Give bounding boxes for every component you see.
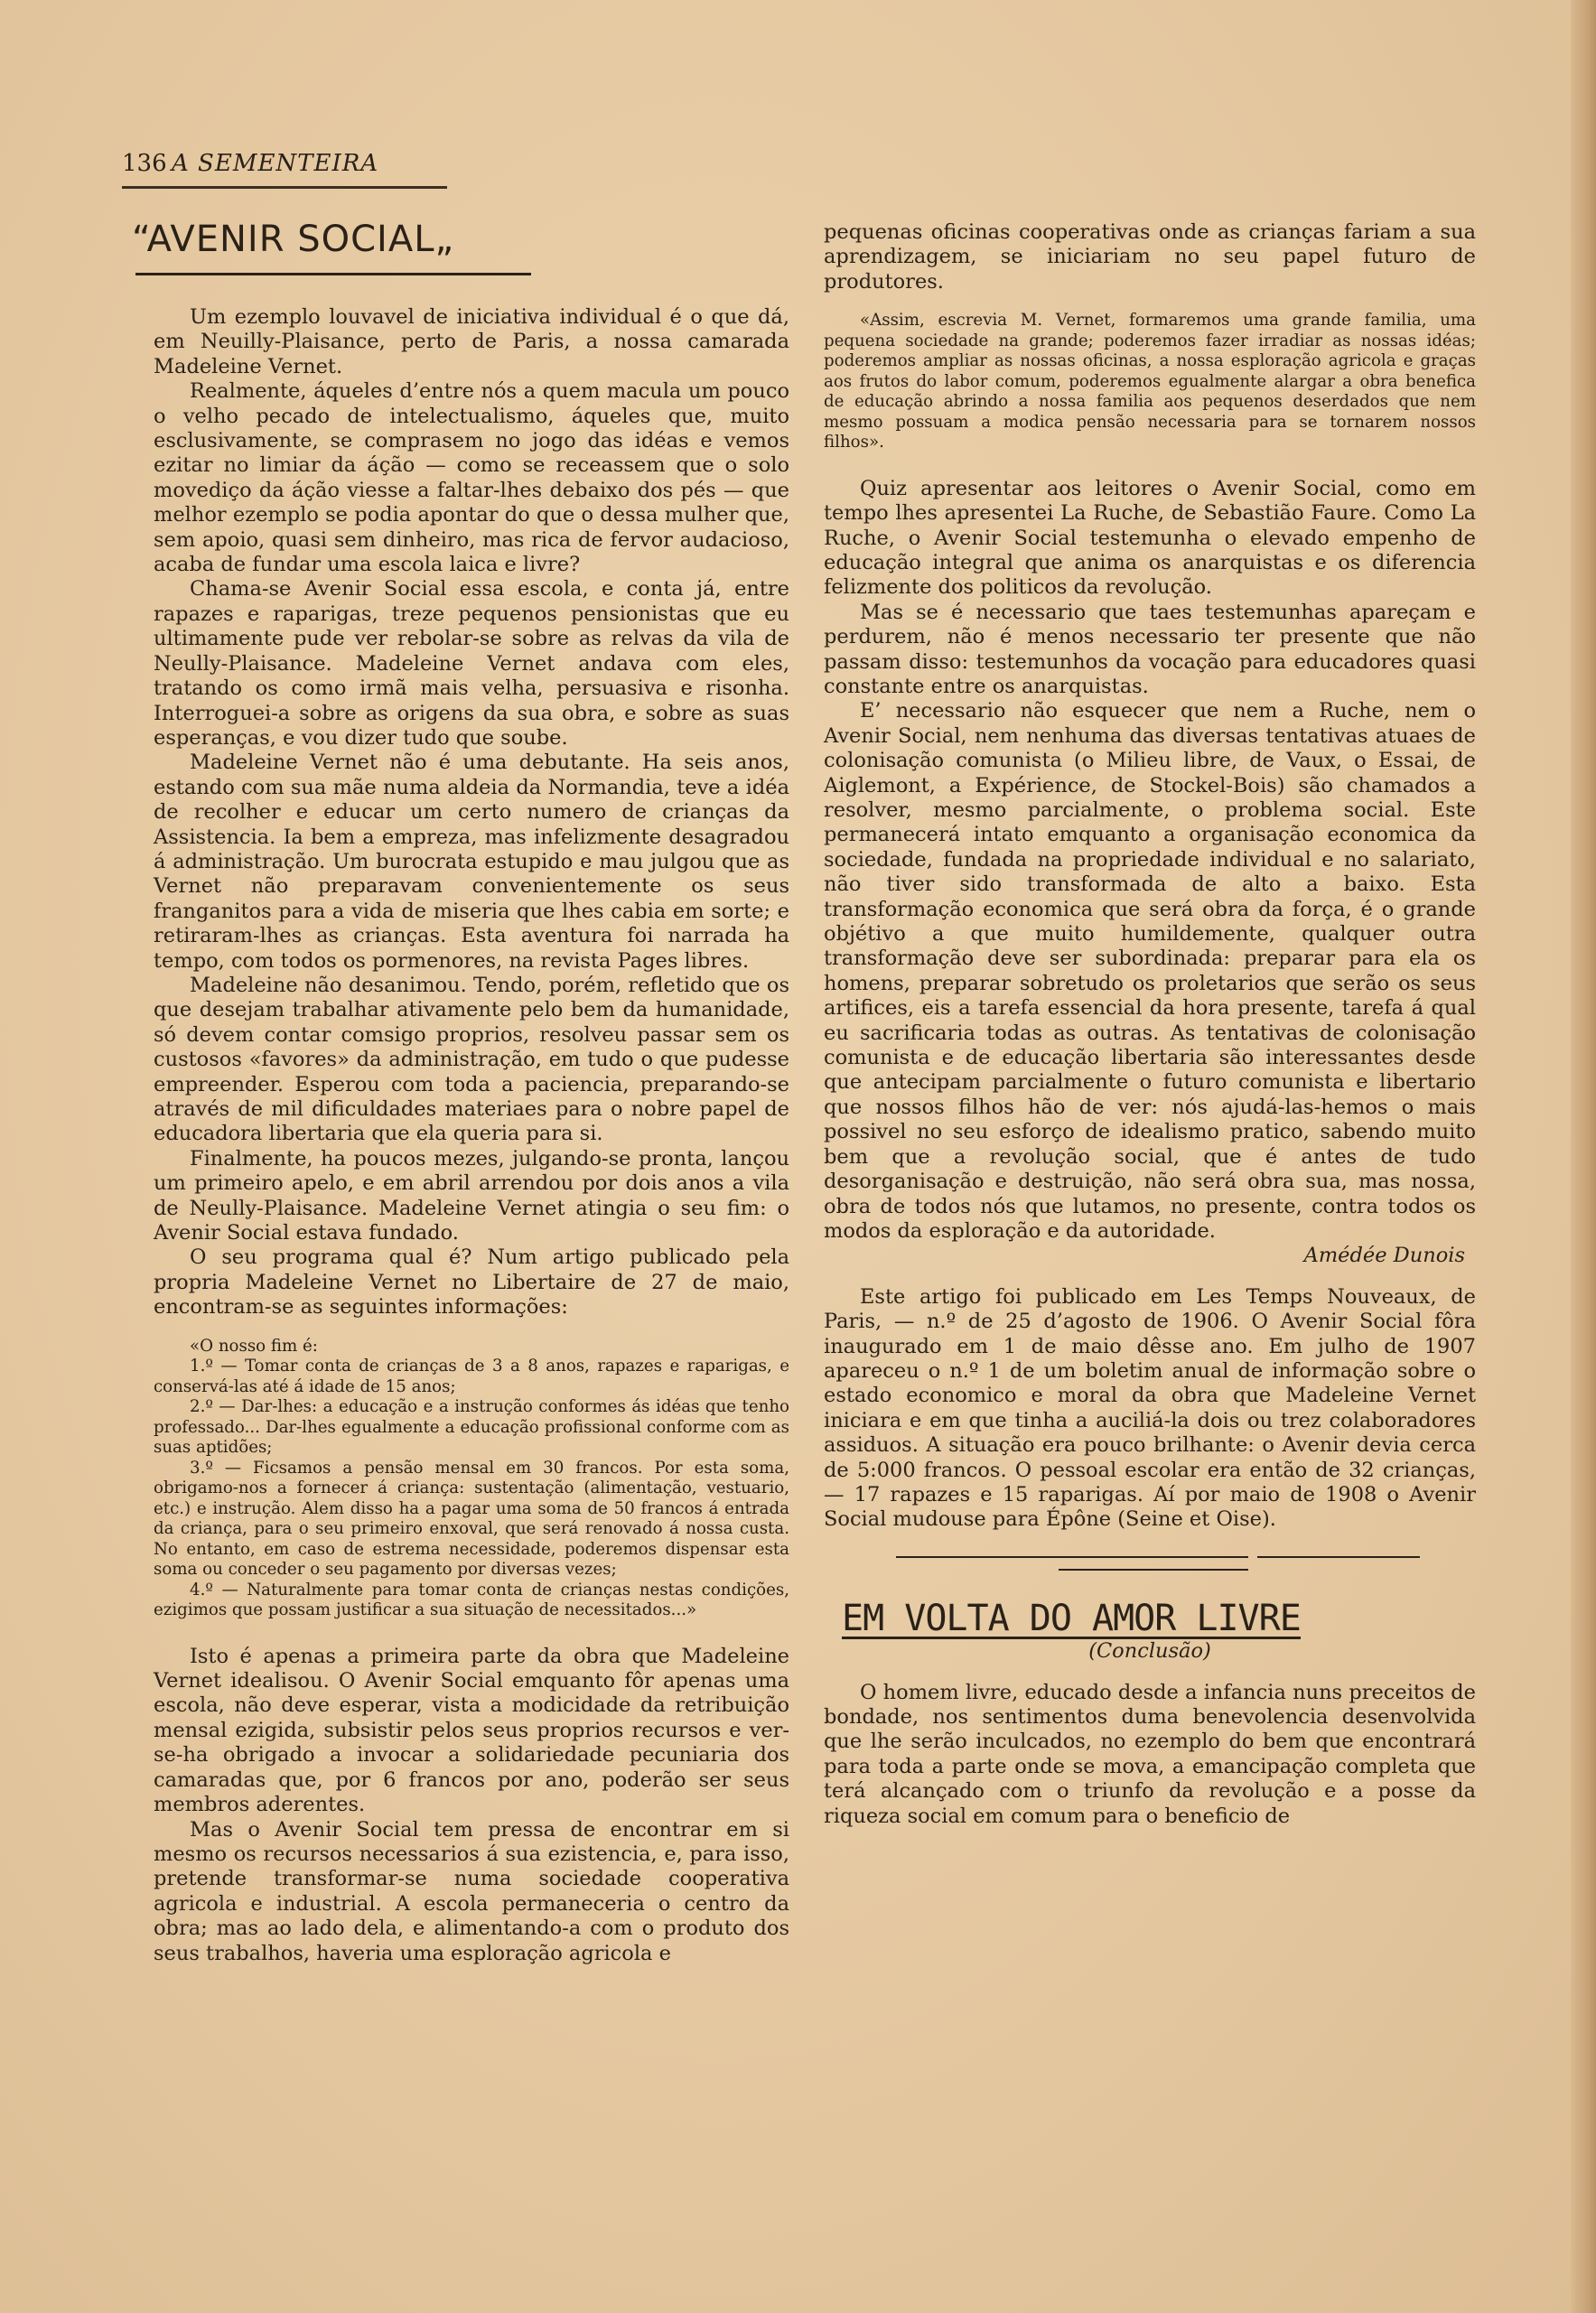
article2-title: EM VOLTA DO AMOR LIVRE xyxy=(842,1597,1301,1639)
paragraph: Um ezemplo louvavel de iniciativa individual é o que dá, em Neuilly-Plaisance, perto de Paris, a nossa camarada Madeleine Vernet. xyxy=(154,305,789,378)
paragraph: Chama-se Avenir Social essa escola, e conta já, entre rapazes e raparigas, treze pequenos pensionistas que eu ultimamente pude ver rebolar-se sobre as relvas da vila de Neully-Plaisance. Madeleine Vernet andava com eles, tratando os como irmã mais velha, persuasiva e risonha. Interroguei-a sobre as origens da sua obra, e sobre as suas esperanças, e vou dizer tudo que soube. xyxy=(154,577,789,750)
program-quote xyxy=(154,1337,789,1621)
paragraph: Madeleine Vernet não é uma debutante. Ha seis anos, estando com sua mãe numa aldeia da Normandia, teve a idéa de recolher e educar um certo numero de crianças da Assistencia. Ia bem a empreza, mas infelizmente desagradou á administração. Um burocrata estupido e mau julgou que as Vernet não preparavam convenientemente os seus franganitos para a vida de miseria que lhes cabia em sorte; e retiraram-lhes as crianças. Esta aventura foi narrada ha tempo, com todos os pormenores, na revista Pages libres. xyxy=(154,751,789,973)
paragraph: O homem livre, educado desde a infancia nuns preceitos de bondade, nos sentimentos duma benevolencia desenvolvida que lhe serão inculcados, no ezemplo do bem que encontrará para toda a parte onde se mova, a emancipação completa que terá alcançado com o triunfo da revolução e a posse da riqueza social em comum para o beneficio de xyxy=(824,1680,1476,1828)
article-title: “AVENIR SOCIAL„ xyxy=(132,219,455,260)
paragraph: Finalmente, ha poucos mezes, julgando-se pronta, lançou um primeiro apelo, e em abril arrendou por dois anos a vila de Neully-Plaisance. Madeleine Vernet atingia o seu fim: o Avenir Social estava fundado. xyxy=(154,1146,789,1245)
paragraph: Mas se é necessario que taes testemunhas apareçam e perdurem, não é menos necessario ter presente que não passam disso: testemunhos da vocação para educadores quasi constante entre os anarquistas. xyxy=(824,600,1476,698)
paragraph: Realmente, áqueles d’entre nós a quem macula um pouco o velho pecado de intelectualismo, áqueles que, muito esclusivamente, se comprasem no jogo das idéas e vemos ezitar no limiar da áção — como se receassem que o solo movediço da áção viesse a faltar-lhes debaixo dos pés — que melhor ezemplo se podia apontar do que o dessa mulher que, sem apoio, quasi sem dinheiro, mas rica de fervor audacioso, acaba de fundar uma escola laica e livre? xyxy=(154,379,789,577)
quote-line: «Assim, escrevia M. Vernet, formaremos uma grande familia, uma pequena sociedade na grande; poderemos fazer irradiar as nossas idéas; poderemos ampliar as nossas oficinas, a nossa esploração agricola e graças aos frutos do labor comum, poderemos egualmente alargar a obra benefica de educação abrindo a nossa familia aos pequenos deserdados que nem mesmo possuam a modica pensão necessaria para se tornarem nossos filhos». xyxy=(824,311,1476,452)
paragraph: Isto é apenas a primeira parte da obra que Madeleine Vernet idealisou. O Avenir Social emquanto fôr apenas uma escola, não deve esperar, vista a modicidade da retribuição mensal ezigida, subsistir pelos seus proprios recursos e ver-se-ha obrigado a invocar a solidariedade pecuniaria dos camaradas que, por 6 francos por ano, poderão ser seus membros aderentes. xyxy=(154,1644,789,1817)
quote-line: 2.º — Dar-lhes: a educação e a instrução conformes ás idéas que tenho professado... Dar-lhes egualmente a educação profissional conforme com as suas aptidões; xyxy=(154,1397,789,1458)
separator-line xyxy=(1257,1556,1420,1558)
page-header xyxy=(122,150,447,189)
editor-note: Este artigo foi publicado em Les Temps Nouveaux, de Paris, — n.º de 25 d’agosto de 1906. O Avenir Social fôra inaugurado em 1 de maio dêsse ano. Em julho de 1907 apareceu o n.º 1 de um boletim anual de informação sobre o estado economico e moral da obra que Madeleine Vernet iniciara e em que tinha a auciliá-la dois ou trez colaboradores assiduos. A situação era pouco brilhante: o Avenir devia cerca de 5:000 francos. O pessoal escolar era então de 32 crianças, — 17 rapazes e 15 raparigas. Aí por maio de 1908 o Avenir Social mudouse para Épône (Seine et Oise). xyxy=(824,1284,1476,1532)
paragraph: Mas o Avenir Social tem pressa de encontrar em si mesmo os recursos necessarios á sua ezistencia, e, para isso, pretende transformar-se numa sociedade cooperativa agricola e industrial. A escola permaneceria o centro da obra; mas ao lado dela, e alimentando-a com o produto dos seus trabalhos, haveria uma esploração agricola e xyxy=(154,1817,789,1965)
right-column xyxy=(824,220,1476,1829)
separator-line xyxy=(1059,1569,1248,1571)
page-number: 136 xyxy=(122,150,167,177)
quote-line: 3.º — Ficsamos a pensão mensal em 30 francos. Por esta soma, obrigamo-nos a fornecer á criança: sustentação (alimentação, vestuario, etc.) e instrução. Alem disso ha a pagar uma soma de 50 francos á entrada da criança, para o seu primeiro enxoval, que será renovado á nossa custa. No entanto, em caso de estrema necessidade, poderemos dispensar esta soma ou conceder o seu pagamento por diversas vezes; xyxy=(154,1458,789,1580)
article2-subtitle: (Conclusão) xyxy=(1088,1639,1211,1664)
paragraph: E’ necessario não esquecer que nem a Ruche, nem o Avenir Social, nem nenhuma das diversas tentativas atuaes de colonisação comunista (o Milieu libre, de Vaux, o Essai, de Aiglemont, a Expérience, de Stockel-Bois) são chamados a resolver, mesmo parcialmente, o problema social. Este permanecerá intato emquanto a organisação economica da sociedade, fundada na propriedade individual e no salariato, não tiver sido transformada de alto a baixo. Esta transformação economica que será obra da força, é o grande objétivo a que muito humildemente, qualquer outra transformação deve ser subordinada: preparar para ela os homens, preparar sobretudo os proletarios que serão os seus artifices, eis a tarefa essencial da hora presente, tarefa á qual eu sacrificaria todas as outras. As tentativas de colonisação comunista e de educação libertaria são interessantes desde que antecipam parcialmente o futuro comunista e libertario que nossos filhos hão de ver: nós ajudá-las-hemos o mais possivel no seu esforço de idealismo pratico, sabendo muito bem que a revolução social, que é antes de tudo desorganisação e destruição, não será obra sua, mas nossa, obra de todos nós que lutamos, no presente, contra todos os modos da esploração e da autoridade. xyxy=(824,699,1476,1243)
paragraph: Madeleine não desanimou. Tendo, porém, refletido que os que desejam trabalhar ativamente pelo bem da humanidade, só devem contar comsigo proprios, resolveu passar sem os custosos «favores» da administração, em tudo o que pudesse empreender. Esperou com toda a paciencia, preparando-se através de mil dificuldades materiaes para o nobre papel de educadora libertaria que ela queria para si. xyxy=(154,973,789,1146)
title-underline xyxy=(135,273,531,275)
author-signature: Amédée Dunois xyxy=(1303,1244,1465,1268)
paragraph: O seu programa qual é? Num artigo publicado pela propria Madeleine Vernet no Libertaire de 27 de maio, encontram-se as seguintes informações: xyxy=(154,1245,789,1320)
journal-title: A SEMENTEIRA xyxy=(172,150,379,177)
section-separator xyxy=(824,1553,1476,1580)
paragraph-continuation: pequenas oficinas cooperativas onde as crianças fariam a sua aprendizagem, se iniciariam no seu papel futuro de produtores. xyxy=(824,220,1476,294)
left-column xyxy=(154,305,789,1966)
separator-line xyxy=(1050,1556,1248,1558)
family-quote xyxy=(824,311,1476,453)
paragraph: Quiz apresentar aos leitores o Avenir Social, como em tempo lhes apresentei La Ruche, de Sebastião Faure. Como La Ruche, o Avenir Social testemunha o elevado empenho de educação integral que anima os anarquistas e os diferencia felizmente dos politicos da revolução. xyxy=(824,476,1476,600)
page-edge xyxy=(1571,0,1596,2313)
quote-line: «O nosso fim é: xyxy=(190,1336,318,1356)
quote-line: 1.º — Tomar conta de crianças de 3 a 8 anos, rapazes e raparigas, e conservá-las até á idade de 15 anos; xyxy=(154,1357,789,1396)
quote-line: 4.º — Naturalmente para tomar conta de crianças nestas condições, ezigimos que possam justificar a sua situação de necessitados...» xyxy=(154,1580,789,1620)
